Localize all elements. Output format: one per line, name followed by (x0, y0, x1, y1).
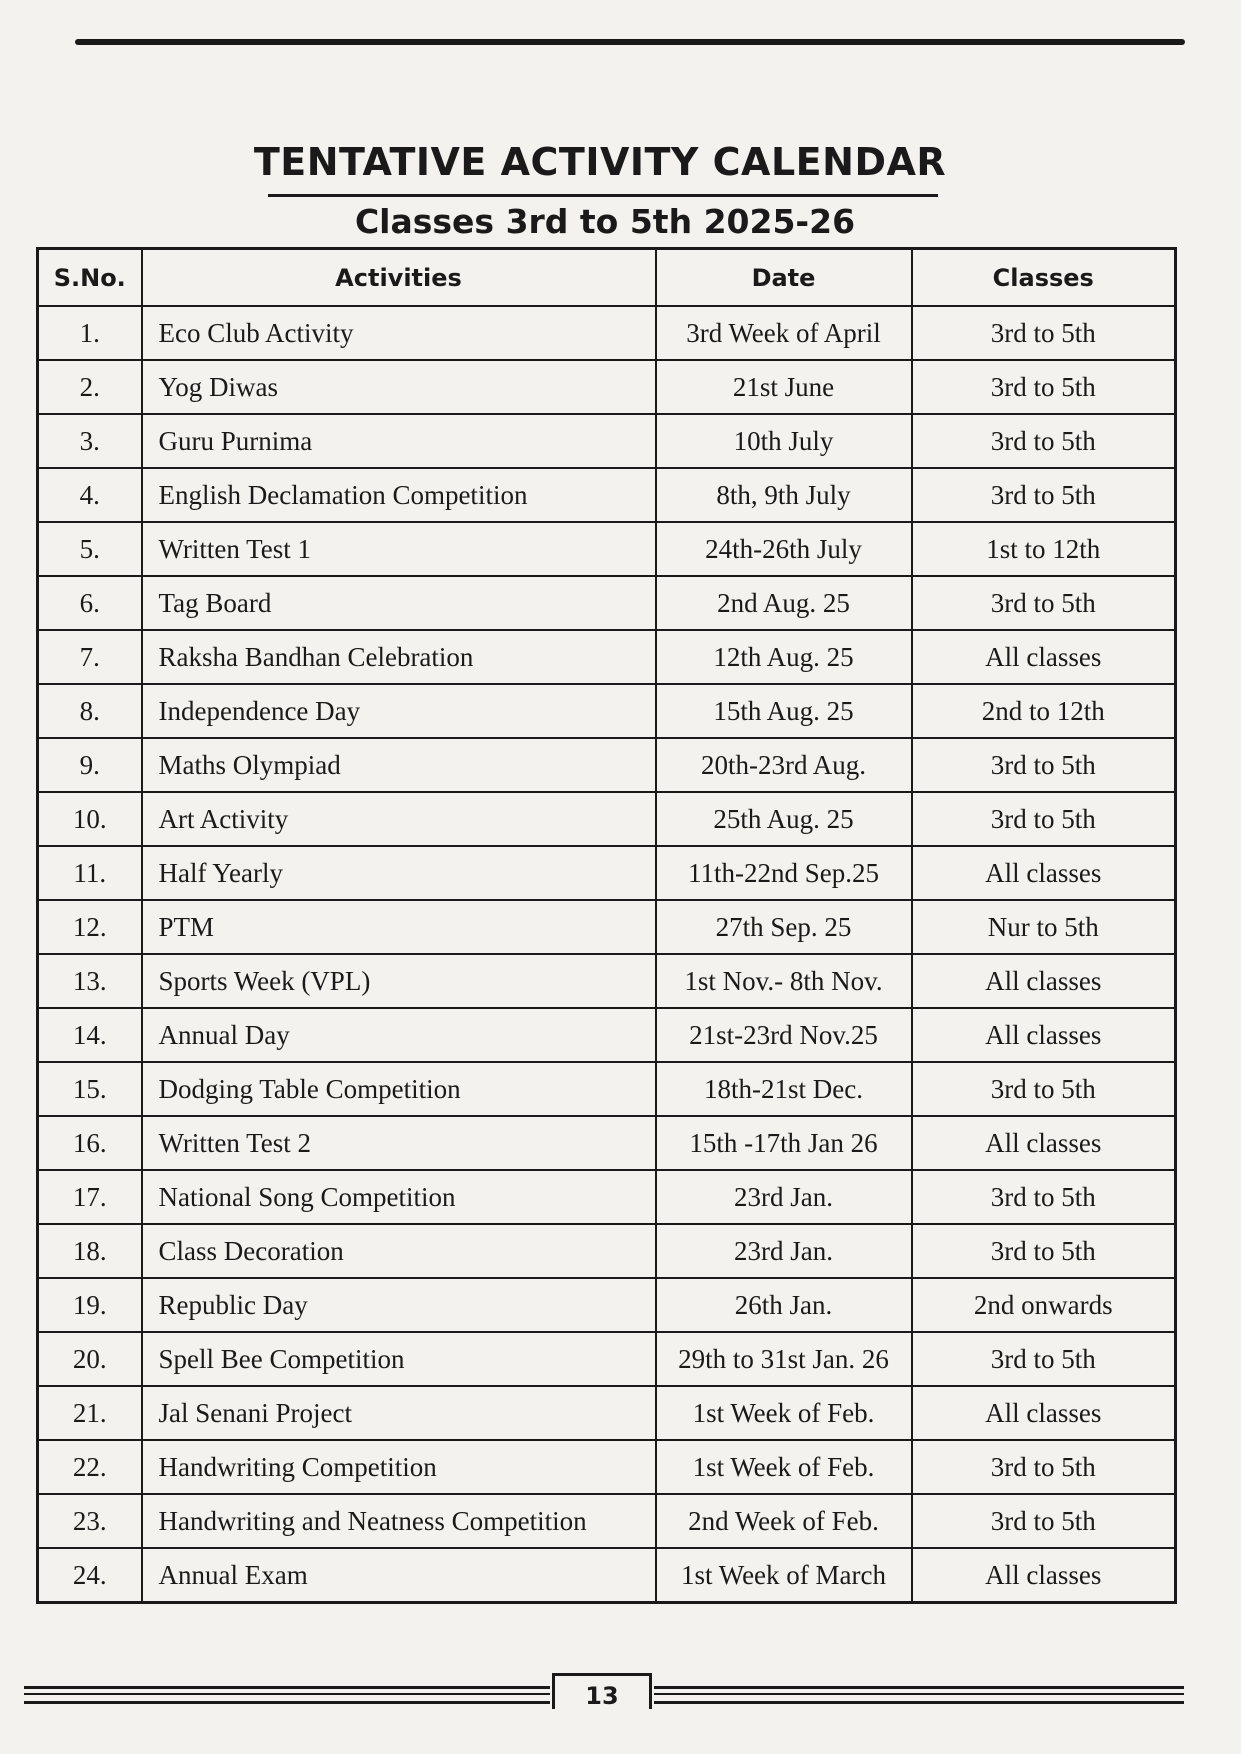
row-date: 1st Nov.- 8th Nov. (656, 954, 912, 1008)
header-classes: Classes (912, 249, 1176, 307)
row-date: 2nd Aug. 25 (656, 576, 912, 630)
row-sno: 19. (38, 1278, 142, 1332)
row-date: 21st June (656, 360, 912, 414)
row-date: 26th Jan. (656, 1278, 912, 1332)
table-row (38, 1494, 1176, 1548)
row-activity: Republic Day (142, 1278, 656, 1332)
row-classes: 3rd to 5th (912, 468, 1176, 522)
row-classes: All classes (912, 954, 1176, 1008)
header-date: Date (656, 249, 912, 307)
row-activity: Handwriting Competition (142, 1440, 656, 1494)
row-date: 15th Aug. 25 (656, 684, 912, 738)
table-row (38, 684, 1176, 738)
row-date: 21st-23rd Nov.25 (656, 1008, 912, 1062)
row-activity: Art Activity (142, 792, 656, 846)
table-row (38, 1548, 1176, 1603)
row-classes: 2nd to 12th (912, 684, 1176, 738)
row-date: 3rd Week of April (656, 306, 912, 360)
row-classes: All classes (912, 1116, 1176, 1170)
table-row (38, 1278, 1176, 1332)
row-activity: Sports Week (VPL) (142, 954, 656, 1008)
row-classes: 3rd to 5th (912, 576, 1176, 630)
row-classes: 3rd to 5th (912, 306, 1176, 360)
table-row (38, 738, 1176, 792)
row-classes: 1st to 12th (912, 522, 1176, 576)
table-header-row (38, 249, 1176, 307)
row-sno: 7. (38, 630, 142, 684)
top-rule (75, 39, 1185, 45)
row-sno: 17. (38, 1170, 142, 1224)
table-row (38, 414, 1176, 468)
title-underline (268, 194, 938, 197)
page-number: 13 (552, 1673, 652, 1709)
row-sno: 4. (38, 468, 142, 522)
row-date: 1st Week of Feb. (656, 1386, 912, 1440)
row-activity: Half Yearly (142, 846, 656, 900)
row-date: 1st Week of Feb. (656, 1440, 912, 1494)
footer-rule-right (654, 1686, 1184, 1704)
row-classes: Nur to 5th (912, 900, 1176, 954)
activity-calendar-table (36, 247, 1177, 1604)
row-sno: 5. (38, 522, 142, 576)
table-row (38, 1440, 1176, 1494)
row-activity: Handwriting and Neatness Competition (142, 1494, 656, 1548)
row-date: 2nd Week of Feb. (656, 1494, 912, 1548)
row-date: 10th July (656, 414, 912, 468)
row-date: 15th -17th Jan 26 (656, 1116, 912, 1170)
row-sno: 11. (38, 846, 142, 900)
row-activity: Raksha Bandhan Celebration (142, 630, 656, 684)
row-activity: Dodging Table Competition (142, 1062, 656, 1116)
table-row (38, 360, 1176, 414)
table-row (38, 522, 1176, 576)
row-date: 8th, 9th July (656, 468, 912, 522)
row-activity: Independence Day (142, 684, 656, 738)
row-activity: Guru Purnima (142, 414, 656, 468)
row-sno: 12. (38, 900, 142, 954)
row-classes: 3rd to 5th (912, 1440, 1176, 1494)
table-row (38, 468, 1176, 522)
row-classes: 3rd to 5th (912, 1494, 1176, 1548)
row-date: 27th Sep. 25 (656, 900, 912, 954)
header-sno: S.No. (38, 249, 142, 307)
table-row (38, 306, 1176, 360)
row-classes: 3rd to 5th (912, 792, 1176, 846)
row-date: 1st Week of March (656, 1548, 912, 1603)
table-row (38, 846, 1176, 900)
row-date: 20th-23rd Aug. (656, 738, 912, 792)
row-classes: 3rd to 5th (912, 414, 1176, 468)
row-activity: Eco Club Activity (142, 306, 656, 360)
row-sno: 15. (38, 1062, 142, 1116)
row-sno: 14. (38, 1008, 142, 1062)
row-classes: 3rd to 5th (912, 1332, 1176, 1386)
row-sno: 6. (38, 576, 142, 630)
table-row (38, 576, 1176, 630)
row-sno: 2. (38, 360, 142, 414)
row-date: 23rd Jan. (656, 1170, 912, 1224)
row-sno: 3. (38, 414, 142, 468)
row-date: 24th-26th July (656, 522, 912, 576)
table-body (38, 306, 1176, 1603)
table-row (38, 900, 1176, 954)
row-sno: 23. (38, 1494, 142, 1548)
table-row (38, 1170, 1176, 1224)
row-date: 11th-22nd Sep.25 (656, 846, 912, 900)
row-sno: 9. (38, 738, 142, 792)
table-row (38, 1062, 1176, 1116)
page-footer (24, 1673, 1184, 1713)
row-activity: Class Decoration (142, 1224, 656, 1278)
table-row (38, 1116, 1176, 1170)
table-row (38, 954, 1176, 1008)
row-activity: Jal Senani Project (142, 1386, 656, 1440)
header-activities: Activities (142, 249, 656, 307)
page-title: TENTATIVE ACTIVITY CALENDAR (253, 140, 947, 184)
row-sno: 21. (38, 1386, 142, 1440)
row-activity: National Song Competition (142, 1170, 656, 1224)
table-row (38, 630, 1176, 684)
row-classes: All classes (912, 1386, 1176, 1440)
row-date: 29th to 31st Jan. 26 (656, 1332, 912, 1386)
row-sno: 8. (38, 684, 142, 738)
row-sno: 10. (38, 792, 142, 846)
row-activity: Tag Board (142, 576, 656, 630)
row-classes: 3rd to 5th (912, 1062, 1176, 1116)
row-activity: PTM (142, 900, 656, 954)
row-classes: All classes (912, 630, 1176, 684)
row-date: 12th Aug. 25 (656, 630, 912, 684)
row-classes: All classes (912, 846, 1176, 900)
row-sno: 13. (38, 954, 142, 1008)
table-row (38, 792, 1176, 846)
row-activity: Spell Bee Competition (142, 1332, 656, 1386)
row-classes: 3rd to 5th (912, 1224, 1176, 1278)
row-date: 18th-21st Dec. (656, 1062, 912, 1116)
row-sno: 16. (38, 1116, 142, 1170)
row-activity: Maths Olympiad (142, 738, 656, 792)
row-activity: Written Test 2 (142, 1116, 656, 1170)
row-classes: 3rd to 5th (912, 1170, 1176, 1224)
footer-rule-left (24, 1686, 550, 1704)
row-sno: 22. (38, 1440, 142, 1494)
table-row (38, 1224, 1176, 1278)
row-sno: 1. (38, 306, 142, 360)
table-row (38, 1332, 1176, 1386)
row-activity: Annual Day (142, 1008, 656, 1062)
row-classes: 3rd to 5th (912, 738, 1176, 792)
row-classes: All classes (912, 1008, 1176, 1062)
table-row (38, 1008, 1176, 1062)
row-classes: 2nd onwards (912, 1278, 1176, 1332)
row-date: 23rd Jan. (656, 1224, 912, 1278)
row-sno: 20. (38, 1332, 142, 1386)
row-sno: 18. (38, 1224, 142, 1278)
row-activity: Yog Diwas (142, 360, 656, 414)
row-classes: All classes (912, 1548, 1176, 1603)
row-sno: 24. (38, 1548, 142, 1603)
row-activity: Annual Exam (142, 1548, 656, 1603)
row-activity: English Declamation Competition (142, 468, 656, 522)
page-subtitle: Classes 3rd to 5th 2025-26 (354, 202, 856, 241)
table-row (38, 1386, 1176, 1440)
row-classes: 3rd to 5th (912, 360, 1176, 414)
row-activity: Written Test 1 (142, 522, 656, 576)
row-date: 25th Aug. 25 (656, 792, 912, 846)
